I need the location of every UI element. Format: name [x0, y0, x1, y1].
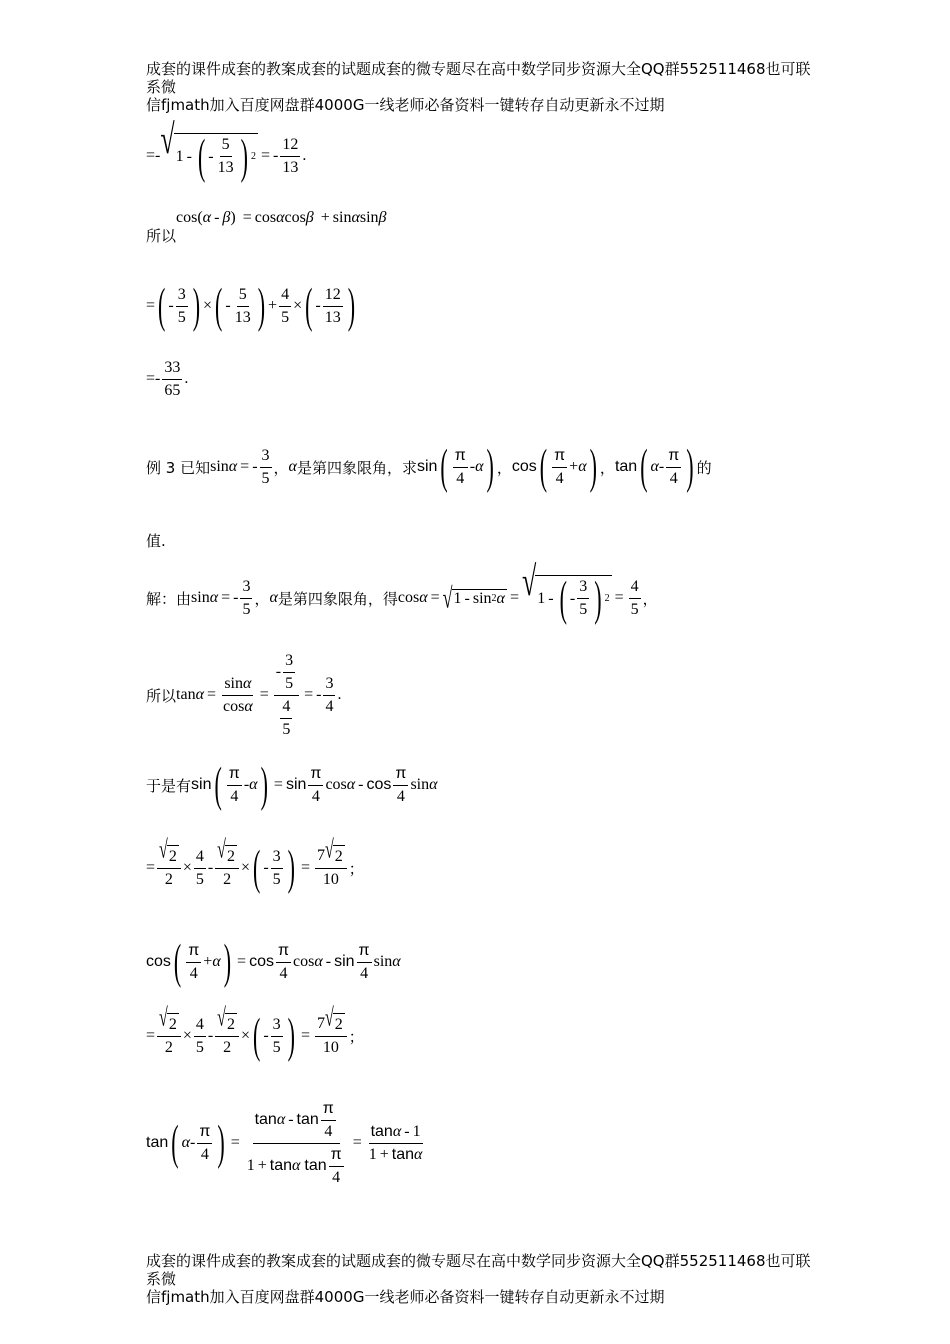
math-token: π	[552, 445, 567, 468]
plus-sign: +	[320, 209, 330, 226]
math-token: 3	[271, 846, 283, 869]
math-token: α	[212, 953, 221, 970]
num: 1	[175, 147, 184, 165]
alpha: α	[419, 589, 428, 606]
math-token: 5	[242, 600, 251, 618]
fn-sin: sin	[210, 458, 229, 475]
sqrt-expression: √ 1 - ( - $\frac{3}{5}$ ) 2	[522, 575, 612, 621]
minus-sign: -	[315, 297, 321, 314]
eq-sign: =	[260, 147, 270, 164]
alpha: α	[276, 209, 285, 226]
math-token: 2	[333, 845, 345, 868]
fraction	[233, 284, 253, 329]
math-token: +	[379, 1145, 389, 1163]
eq-sign: =	[146, 859, 156, 876]
label-solution: 解：由	[146, 589, 192, 608]
math-token: 4	[311, 787, 320, 805]
math-token: 3	[176, 284, 188, 307]
label-suoyi: 所以	[146, 227, 177, 245]
eq-sign: =	[146, 370, 156, 387]
math-token: =	[237, 953, 247, 970]
math-token: 5	[630, 600, 639, 618]
math-token: 4	[194, 846, 206, 869]
eq-cos-diff-substitution: = ( - $\frac{3}{5}$ ) × ( - $\frac{5}{13}$ ) + $\frac{4}{5}$ × ( - $\frac{12}{13}$ )	[146, 277, 356, 333]
math-token: 4	[324, 1122, 333, 1140]
fraction	[280, 134, 300, 179]
math-token: 4	[629, 576, 641, 599]
math-token: -	[189, 1134, 196, 1151]
plus-sign: +	[569, 458, 579, 475]
math-token: 5	[281, 308, 290, 326]
eq-sign: =	[206, 686, 216, 703]
minus-sign: -	[214, 209, 220, 226]
math-token: π	[276, 940, 291, 963]
alpha: α	[475, 458, 484, 475]
exponent: 2	[250, 151, 256, 162]
math-token: α	[314, 953, 323, 970]
fn-tan: tan	[176, 686, 196, 703]
math-token: 2	[225, 1013, 237, 1036]
math-token: π	[308, 763, 323, 786]
alpha: α	[351, 209, 360, 226]
math-token: -	[263, 859, 269, 876]
math-token: 4	[280, 696, 292, 719]
sin-diff-formula: 于是有 sin ( $\frac{\pi}{4}$ - α ) = sin $\frac{\pi}{4}$ cos α - cos $\frac{\pi}{4}$ sin α	[146, 756, 438, 812]
eq-sign: =	[614, 589, 624, 606]
eq-sign: =	[430, 589, 440, 606]
comma: ，	[599, 458, 615, 477]
minus-sign: -	[208, 147, 214, 165]
math-token: -	[263, 1027, 269, 1044]
math-token: 4	[279, 284, 291, 307]
fraction	[629, 576, 641, 621]
comma: ，	[273, 458, 289, 477]
math-token: -	[288, 1111, 294, 1128]
math-token: cos	[366, 776, 392, 793]
beta: β	[222, 209, 231, 226]
math-token: tan	[370, 1122, 393, 1140]
minus-sign: -	[168, 297, 174, 314]
math-token: 2	[491, 593, 497, 604]
minus-sign: -	[272, 147, 279, 164]
math-token: -	[207, 859, 214, 876]
math-token: α	[346, 776, 356, 793]
fn-sin: sin	[332, 209, 352, 226]
plus-sign: +	[268, 297, 278, 314]
sqrt-expression	[442, 581, 507, 614]
math-token: 2	[333, 1013, 345, 1036]
math-token: sin	[410, 776, 430, 793]
text-quadrant: 是第四象限角，求	[296, 458, 417, 477]
page-header	[146, 60, 816, 114]
math-token: -	[358, 776, 364, 793]
header-line-2: 信fjmath加入百度网盘群4000G一线老师必备资料一键转存自动更新永不过期	[146, 96, 665, 114]
math-token: α	[244, 697, 253, 715]
math-token: sin	[373, 953, 393, 970]
text-zhi: 值.	[146, 531, 166, 550]
math-token: =	[300, 1027, 310, 1044]
fraction	[240, 576, 252, 621]
math-token: 5	[282, 720, 291, 738]
math-token: α	[429, 776, 438, 793]
minus-sign: -	[233, 589, 239, 606]
fraction	[162, 357, 182, 402]
math-token: α	[392, 1122, 402, 1140]
beta: β	[305, 209, 314, 226]
math-token: tan	[296, 1111, 319, 1128]
alpha: α	[578, 458, 587, 475]
math-token: =	[352, 1134, 362, 1151]
math-token: 4	[279, 964, 288, 982]
eq-cos-diff-result	[146, 354, 188, 404]
fraction	[323, 284, 343, 329]
math-token: 2	[167, 1013, 179, 1036]
math-token: π	[227, 763, 242, 786]
math-token: α	[249, 776, 258, 793]
math-token: tan	[304, 1157, 327, 1174]
minus-sign: -	[155, 370, 161, 387]
math-token: 3	[240, 576, 252, 599]
math-token: 2	[223, 871, 232, 888]
math-token: α	[392, 953, 401, 970]
math-token: cos	[249, 953, 274, 970]
fn-sin: sin	[191, 776, 212, 793]
fraction	[279, 284, 291, 329]
paren-right-icon: )	[240, 127, 248, 183]
solution-cos-alpha	[146, 558, 658, 628]
math-token: sin	[472, 589, 492, 607]
math-token: 5	[177, 308, 186, 326]
math-token: 13	[282, 158, 299, 176]
fraction	[666, 445, 681, 490]
math-token: ；	[348, 859, 364, 878]
radical-icon: √	[521, 558, 537, 605]
math-token: ×	[240, 859, 250, 876]
math-token: =	[300, 859, 310, 876]
fn-tan: tan	[146, 1134, 169, 1151]
example-3-statement: 例 3 已知 sin α = - $\frac{3}{5}$ ， α 是第四象限角，求 sin ( $\frac{\pi}{4}$ - α ) ， cos ( $\frac{\pi}{4}$ + α ) ， tan ( α - $\frac{\pi}{4}$ ) 的	[146, 438, 712, 494]
math-token: π	[197, 1121, 212, 1144]
math-token: 4	[360, 964, 369, 982]
alpha: α	[269, 589, 278, 606]
math-token: 5	[195, 1038, 204, 1056]
math-token: 4	[230, 787, 239, 805]
footer-line-2: 信fjmath加入百度网盘群4000G一线老师必备资料一键转存自动更新永不过期	[146, 1288, 665, 1306]
eq-cos-diff-formula: 所以 cos(α - β) = cosαcosβ + sinαsinβ	[146, 209, 387, 245]
paren-left-icon: (	[197, 127, 206, 183]
math-token: π	[453, 445, 468, 468]
fraction	[216, 134, 236, 179]
math-token: 33	[162, 357, 182, 380]
math-token: 2	[164, 871, 173, 888]
minus-sign: -	[252, 458, 258, 475]
math-token: sin	[334, 953, 355, 970]
math-token: α	[181, 1134, 190, 1151]
fraction	[221, 673, 255, 718]
math-token: 4	[194, 1014, 206, 1037]
math-token: cos	[325, 776, 347, 793]
math-token: -	[243, 776, 250, 793]
beta: β	[378, 209, 387, 226]
complex-fraction	[245, 1098, 348, 1189]
math-token: -	[464, 589, 470, 607]
text-de: 的	[696, 458, 712, 477]
math-token: 4	[555, 469, 564, 487]
math-token: 5	[237, 284, 249, 307]
eq-sign: =	[304, 686, 314, 703]
math-token: 5	[195, 870, 204, 888]
label-example-3: 例 3 已知	[146, 458, 211, 477]
times-sign: ×	[203, 297, 213, 314]
math-token: 5	[272, 870, 281, 888]
fraction	[260, 445, 272, 490]
math-token: π	[186, 940, 201, 963]
fn-cos: cos	[511, 458, 537, 475]
minus-sign: -	[186, 147, 192, 165]
comma: ，	[254, 589, 270, 608]
math-token: π	[357, 940, 372, 963]
math-token: =	[230, 1134, 240, 1151]
math-token: 5	[220, 134, 232, 157]
math-token: 3	[577, 576, 589, 599]
fn-cos: cos	[176, 209, 198, 226]
fn-cos: cos	[254, 209, 277, 226]
math-token: tan	[269, 1157, 292, 1174]
math-token: 4	[200, 1145, 209, 1163]
fn-sin: sin	[191, 589, 210, 606]
complex-fraction	[274, 650, 299, 741]
math-token: 4	[669, 469, 678, 487]
math-token: 4	[396, 787, 405, 805]
math-token: 2	[164, 1039, 173, 1056]
sqrt-expression	[160, 116, 258, 183]
minus-sign: -	[469, 458, 476, 475]
math-token: α	[292, 1157, 301, 1174]
math-token: 10	[322, 1039, 339, 1056]
math-token: -	[569, 589, 576, 607]
eq-sign: =	[509, 589, 519, 606]
math-token: -	[207, 1027, 214, 1044]
math-token: π	[666, 445, 681, 468]
fraction	[552, 445, 567, 490]
math-token: -	[275, 663, 282, 680]
math-token: 10	[322, 871, 339, 888]
math-token: -	[404, 1122, 410, 1140]
minus-sign: -	[155, 147, 161, 164]
math-token: 5	[285, 674, 294, 692]
fn-sin: sin	[416, 458, 438, 475]
math-token: 5	[272, 1038, 281, 1056]
math-token: π	[321, 1098, 336, 1121]
math-token: 4	[189, 964, 198, 982]
math-token: π	[329, 1144, 344, 1167]
math-token: -	[325, 953, 332, 970]
eq-sign: =	[240, 458, 250, 475]
alpha: α	[288, 458, 297, 475]
math-token: 3	[271, 1014, 283, 1037]
math-token: 13	[324, 308, 341, 326]
alpha: α	[228, 458, 238, 475]
math-token: 3	[323, 673, 335, 696]
math-token: 7	[317, 847, 325, 865]
eq-sign: =	[259, 686, 269, 703]
fn-cos: cos	[397, 589, 420, 606]
fraction	[453, 445, 468, 490]
radical-icon: √	[442, 581, 453, 614]
math-token: 7	[317, 1015, 325, 1033]
math-token: 4	[325, 697, 334, 715]
math-token: α	[243, 674, 252, 692]
math-token: ；	[348, 1027, 364, 1046]
fn-sin: sin	[359, 209, 379, 226]
label-suoyi: 所以	[146, 686, 177, 705]
math-token: 3	[260, 445, 272, 468]
math-token: 1	[453, 589, 462, 607]
text-quadrant: 是第四象限角，得	[277, 589, 398, 608]
tan-diff-formula: tan ( α - $\frac{\pi}{4}$ ) = tan α - tan $\frac{\pi}{4}$ 1 + tan α tan $\frac{\pi}{4}$ = $\frac{\tan\alpha - 1}{1 + \tan\alpha}$	[146, 1098, 426, 1188]
example-3-end	[146, 528, 166, 552]
math-token: π	[393, 763, 408, 786]
times-sign: ×	[293, 297, 303, 314]
eq-sign: =	[242, 209, 252, 226]
math-token: 1	[246, 1157, 255, 1174]
math-token: α	[276, 1111, 286, 1128]
math-token: +	[203, 953, 213, 970]
math-token: tan	[391, 1145, 415, 1163]
fn-cos: cos	[146, 953, 171, 970]
math-token: α	[496, 589, 505, 607]
minus-sign: -	[316, 686, 322, 703]
math-token: 5	[579, 601, 588, 618]
math-token: ×	[240, 1027, 250, 1044]
fn-cos: cos	[284, 209, 306, 226]
eq-sign: =	[273, 776, 283, 793]
math-token: 1	[368, 1145, 377, 1163]
math-token: 2	[167, 845, 179, 868]
sin-diff-result: = √ 2 2 × $\frac{4}{5}$ - √ 2 2 × ( - $\frac{3}{5}$ ) = 7 √ 2 10 ；	[146, 836, 364, 895]
label-yushi: 于是有	[146, 776, 192, 795]
math-token: 1	[537, 589, 546, 607]
eq-sin-beta-result	[146, 116, 307, 184]
math-token: 2	[225, 845, 237, 868]
math-token: -	[548, 589, 554, 607]
math-token: 4	[332, 1168, 341, 1186]
radical-icon: √	[160, 116, 175, 163]
eq-sign: =	[146, 147, 156, 164]
fraction	[176, 284, 188, 329]
math-token: 2	[223, 1039, 232, 1056]
math-token: ×	[182, 1027, 192, 1044]
math-token: 3	[283, 650, 295, 673]
math-token: 2	[604, 593, 610, 604]
math-token: 65	[164, 381, 181, 399]
math-token: α	[414, 1145, 423, 1163]
math-token: 4	[456, 469, 465, 487]
math-token: +	[257, 1157, 267, 1174]
math-token: 12	[280, 134, 300, 157]
math-token: 12	[323, 284, 343, 307]
alpha: α	[202, 209, 212, 226]
solution-tan-alpha	[146, 645, 341, 745]
alpha: α	[195, 686, 204, 703]
math-token: 13	[234, 308, 251, 326]
comma: ，	[496, 458, 512, 477]
math-token: 5	[261, 469, 270, 487]
alpha: α	[209, 589, 219, 606]
alpha: α	[650, 458, 659, 475]
math-token: cos	[293, 953, 315, 970]
page-footer	[146, 1252, 816, 1306]
minus-sign: -	[225, 297, 231, 314]
math-token: tan	[254, 1111, 277, 1128]
period: .	[302, 147, 307, 164]
math-token: ×	[182, 859, 192, 876]
math-token: 1	[412, 1122, 421, 1140]
header-line-1: 成套的课件成套的教案成套的试题成套的微专题尽在高中数学同步资源大全QQ群552511468也可联系微	[146, 60, 811, 96]
math-token: cos	[223, 697, 245, 715]
math-token: =	[146, 1027, 156, 1044]
footer-line-1: 成套的课件成套的教案成套的试题成套的微专题尽在高中数学同步资源大全QQ群552511468也可联系微	[146, 1252, 811, 1288]
eq-sign: =	[221, 589, 231, 606]
math-token: sin	[224, 674, 243, 692]
cos-sum-result: = √ 2 2 × $\frac{4}{5}$ - √ 2 2 × ( - $\frac{3}{5}$ ) = 7 √ 2 10 ；	[146, 1004, 364, 1063]
minus-sign: -	[658, 458, 665, 475]
fraction	[323, 673, 335, 718]
math-token: 13	[217, 159, 234, 176]
period: .	[337, 686, 342, 703]
eq-sign: =	[146, 297, 156, 314]
math-token: sin	[285, 776, 307, 793]
comma: ，	[642, 589, 658, 608]
fn-tan: tan	[614, 458, 638, 475]
cos-sum-formula: cos ( $\frac{\pi}{4}$ + α ) = cos $\frac{\pi}{4}$ cos α - sin $\frac{\pi}{4}$ sin α	[146, 933, 401, 989]
period: .	[184, 370, 189, 387]
